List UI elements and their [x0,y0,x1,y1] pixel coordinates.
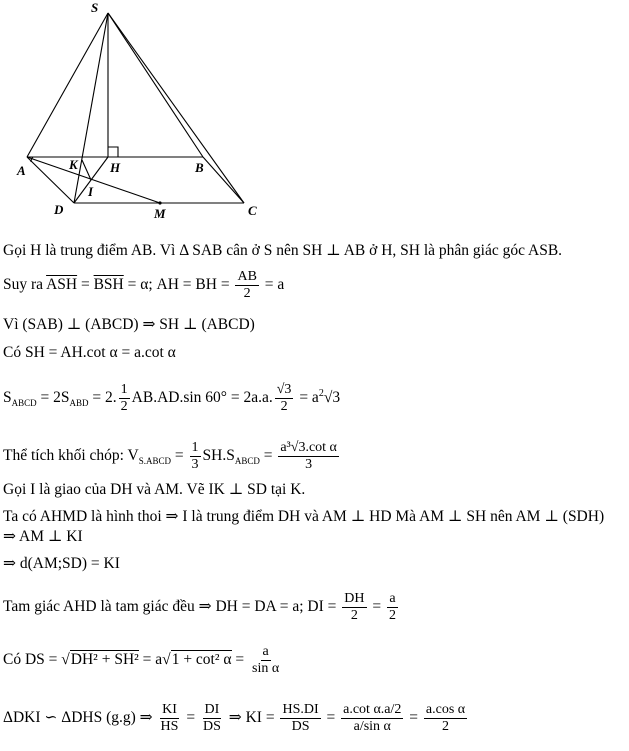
frac-num: √3 [276,382,292,397]
point-m [158,201,161,204]
text-line-4: Có SH = AH.cot α = a.cot α [3,344,176,361]
text-line-3: Vì (SAB) ⊥ (ABCD) ⇒ SH ⊥ (ABCD) [3,316,255,333]
pyramid-diagram [0,0,270,226]
pyramid-figure [0,0,270,226]
l11-b: = [368,598,386,616]
edge-ad [27,157,74,203]
frac-num: a [262,644,269,659]
label-k: K [69,157,78,172]
l2-eq: = [77,276,94,294]
frac-num: 1 [191,440,199,455]
fraction-a-2 [387,591,398,624]
fraction-ab-2 [235,269,258,302]
label-h: H [110,160,121,175]
fraction-di-ds [201,702,223,735]
label-m: M [154,206,166,221]
text-line-6 [3,440,341,473]
frac-num: DI [204,702,220,717]
sqrt-sign: √ [162,651,171,669]
text-line-12 [3,644,283,677]
l13-b: = [182,709,199,727]
edge-sa [27,13,108,157]
l6-sub1: S.ABCD [138,456,172,467]
l13-a: ΔDKI ∽ ΔDHS (g.g) ⇒ [3,709,157,727]
l5-sub1: ABCD [11,398,37,409]
frac-den: a/sin α [353,719,391,734]
label-c: C [248,203,257,218]
frac-den: 2 [243,286,251,301]
frac-den: 2 [389,608,397,623]
l12-b: = a [138,651,163,669]
angle-bsh: $\overline{BSH}$ [93,276,124,294]
l5-c: = 2. [88,389,117,407]
frac-num: KI [162,702,177,717]
fraction-compound [341,702,403,735]
fraction-a-sin [250,644,281,677]
text-line-1: Gọi H là trung điểm AB. Vì Δ SAB cân ở S nên SH ⊥ AB ở H, SH là phân giác góc ASB. [3,242,563,259]
angle-ash: $\overline{ASH}$ [46,276,78,294]
l13-e: = [405,709,422,727]
frac-num: AB [237,269,257,284]
right-angle-mark [108,147,118,157]
fraction-1-3 [190,440,201,473]
frac-num: DH [344,591,365,606]
l6-sub2: ABCD [234,456,260,467]
l6-d: = [259,447,277,465]
frac-den: sin α [252,661,280,676]
l5-sup: 2 [318,388,324,400]
text-line-2 [3,269,284,302]
frac-num: a.cos α [425,702,466,717]
l2-prefix: Suy ra [3,276,44,294]
fraction-volume [278,440,339,473]
frac-den: 2 [442,719,449,734]
l5-sub2: ABD [69,398,89,409]
frac-num: HS.DI [282,702,319,717]
frac-den: 2 [120,399,128,414]
frac-den: 2 [280,399,288,414]
fraction-sqrt3-2 [275,382,294,415]
frac-den: 3 [191,457,199,472]
frac-den: 3 [305,457,313,472]
label-b: B [195,160,204,175]
radicand-1: DH² + SH² [70,651,139,669]
sqrt-sign: √ [61,651,70,669]
text-line-7: Gọi I là giao của DH và AM. Vẽ IK ⊥ SD tại K. [3,481,306,498]
l12-a: Có DS = [3,651,62,669]
l12-c: = [231,651,249,669]
label-i: I [88,184,94,199]
fraction-dh-2 [342,591,366,624]
radicand-2: 1 + cot² α [171,651,232,669]
fraction-1-2 [119,382,130,415]
l2-end: = a [260,276,285,294]
label-d: D [54,202,64,217]
frac-num: a [389,591,396,606]
l5-e: = a [295,389,319,407]
l6-b: = [171,447,188,465]
frac-den: DS [291,719,310,734]
label-a: A [17,163,26,178]
frac-den: 2 [350,608,358,623]
frac-den: DS [202,719,221,734]
edge-sc [108,13,244,203]
frac-num: a³√3.cot α [280,440,337,455]
frac-num: 1 [120,382,128,397]
text-line-11 [3,591,400,624]
fraction-hsdi-ds [280,702,320,735]
fraction-ki-hs [159,702,181,735]
l6-c: SH.S [202,447,235,465]
l5-a: S [3,389,12,407]
edge-sb [108,13,203,157]
l11-a: Tam giác AHD là tam giác đều ⇒ DH = DA = a; DI = [3,598,341,616]
text-line-9: ⇒ AM ⊥ KI [3,528,83,545]
frac-den: HS [160,719,179,734]
text-line-13 [3,702,469,735]
segment-am [27,157,160,203]
frac-num: a.cot α.a/2 [343,702,402,717]
fraction-result [424,702,467,735]
text-line-8: Ta có AHMD là hình thoi ⇒ I là trung điểm DH và AM ⊥ HD Mà AM ⊥ SH nên AM ⊥ (SDH) [3,508,605,525]
edge-bc [203,157,244,203]
l2-mid: = α; AH = BH = [123,276,234,294]
text-line-5 [3,382,340,415]
l13-c: ⇒ KI = [224,709,279,727]
l6-a: Thể tích khối chóp: V [3,447,139,465]
l5-d: AB.AD.sin 60° = 2a.a. [131,389,273,407]
l13-d: = [322,709,340,727]
text-line-10: ⇒ d(AM;SD) = KI [3,555,120,572]
l5-f: √3 [323,389,341,407]
label-s: S [91,0,99,15]
l5-b: = 2S [36,389,70,407]
